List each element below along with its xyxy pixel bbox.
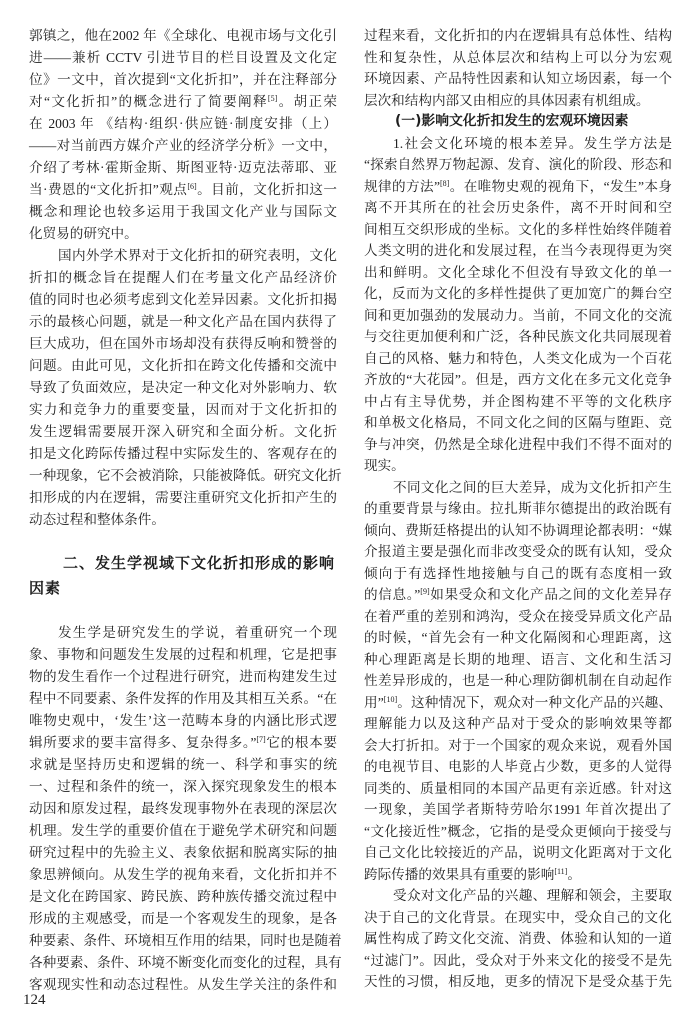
citation-marker: [10]	[383, 694, 398, 704]
text-line: 机理。发生学的重要价值在于避免学术研究和问题	[29, 823, 337, 838]
text-line: 过程来看，文化折扣的内在逻辑具有总体性、结构	[364, 28, 672, 43]
text-line: 象思辨倾向。从发生学的视角来看，文化折扣并不	[29, 867, 337, 882]
citation-marker: [6]	[187, 182, 197, 191]
text-line: 值的同时也必须考虑到文化差异因素。文化折扣揭	[29, 292, 337, 307]
text-line: 争与冲突，仍然是全球化进程中我们不得不面对的	[364, 436, 672, 452]
paragraph	[29, 622, 342, 996]
section-heading	[29, 551, 337, 601]
text-line: 用”[10]。这种情况下，观众对一种文化产品的兴趣、	[364, 694, 672, 710]
text-line: 对“文化折扣”的概念进行了简要阐释[5]。胡正荣	[29, 94, 338, 109]
text-line: 示的最核心问题，就是一种文化产品在国内获得了	[29, 314, 337, 329]
text-line: 概念和理论也较多运用于我国文化产业与国际文	[29, 204, 337, 219]
text-line: 种要素、条件、环境相互作用的结果，同时也是随着	[29, 933, 342, 948]
text-line: 的重要背景与缘由。拉扎斯菲尔德提出的政治既有	[364, 501, 672, 516]
text-line: 化贸易的研究中。	[29, 226, 138, 241]
text-line: 国内外学术界对于文化折扣的研究表明，文化	[58, 248, 337, 263]
text-line: 与交往更加便利和广泛，各种民族文化共同展现着	[364, 329, 672, 344]
text-line: 当·费恩的“文化折扣”观点[6]。目前，文化折扣这一	[29, 182, 338, 197]
text-line: 受众对文化产品的兴趣、理解和领会，主要取	[393, 888, 672, 903]
text-line: 中占有主导优势，并企图构建不平等的文化秩序	[364, 393, 672, 409]
text-line: 象、事物和问题发生发展的过程和机理，它是把事	[29, 647, 337, 662]
text-line: 现实。	[364, 458, 405, 473]
citation-marker: [7]	[256, 735, 266, 744]
text-line: 扣是文化跨际传播过程中实际发生的、客观存在的	[29, 446, 337, 461]
text-line: 自己的风格、魅力和特色，人类文化成为一个百花	[364, 350, 672, 366]
text-line: 层次和结构内部又由相应的具体因素有机组成。	[364, 92, 650, 108]
text-line: 形成的主观感受，而是一个客观发生的现象，是各	[29, 911, 337, 926]
text-line: 决于自己的文化背景。在现实中，受众自己的文化	[364, 909, 672, 925]
text-line: 会大打折扣。对于一个国家的观众来说，观看外国	[364, 737, 672, 753]
text-line: 介报道主要是强化而非改变受众的既有认知，受众	[364, 544, 672, 559]
text-line: 实力和竞争力的重要变量，因而对于文化折扣的	[29, 402, 337, 417]
text-line: 巨大成功，但在国外市场却没有获得反响和赞誉的	[29, 336, 337, 351]
text-line: 属性构成了跨文化交流、消费、体验和认知的一道	[364, 931, 672, 946]
text-line: 离不开其所在的社会历史条件，离不开时间和空	[364, 200, 672, 215]
text-line: 出和鲜明。文化全球化不但没有导致文化的单一	[364, 264, 672, 280]
text-line: 间和更加强劲的发展动力。当前，不同文化的交流	[364, 307, 672, 323]
text-line: 间相互交织形成的坐标。文化的多样性始终伴随着	[364, 221, 672, 237]
text-line: 跨际传播的效果具有重要的影响[11]。	[364, 866, 581, 882]
text-line: 问题。由此可见，文化折扣在跨文化传播和交流中	[29, 358, 337, 373]
text-line: 的信息。”[9]如果受众和文化产品之间的文化差异存	[364, 587, 673, 602]
text-line: 倾向、费斯廷格提出的认知不协调理论都表明：“媒	[364, 522, 672, 538]
subsection-heading	[364, 111, 672, 133]
text-line: 在 2003 年 《结构·组织·供应链·制度安排（上）	[29, 116, 337, 131]
text-line: 种心理距离是长期的地理、语言、文化和生活习	[364, 651, 672, 667]
text-line: 发生学是研究发生的学说，着重研究一个现	[58, 625, 337, 640]
text-line: 一、过程和条件的统一，深入探究现象发生的根本	[29, 779, 337, 794]
text-line: 动因和原发过程，最终发现事物外在表现的深层次	[29, 801, 337, 816]
text-line: 和单极文化格局，不同文化之间的区隔与堕距、竞	[364, 415, 672, 430]
text-line: 发生逻辑需要展开深入研究和全面分析。文化折	[29, 424, 337, 439]
text-line: 一种现象，它不会被消除，只能被降低。研究文化折	[29, 468, 342, 483]
text-line: 导致了负面效应，是决定一种文化对外影响力、软	[29, 380, 337, 395]
text-line: 化，反而为文化的多样性提供了更加宽广的舞台空	[364, 286, 672, 301]
text-line: 齐放的“大花园”。但是，西方文化在多元文化竞争	[364, 372, 672, 387]
paragraph	[364, 477, 672, 886]
text-line: 唯物史观中，‘发生’这一范畴本身的内涵比形式逻	[29, 713, 337, 728]
text-line: 自己文化比较接近的产品，说明文化距离对于文化	[364, 845, 672, 860]
text-line: 性差异形成的，也是一种心理防御机制在自动起作	[364, 673, 672, 688]
text-line: 动态过程和整体条件。	[29, 512, 165, 527]
text-line: 性和复杂性，从总体层次和结构上可以分为宏观	[364, 49, 672, 65]
paragraph	[29, 25, 337, 245]
text-line: 倾向于有选择性地接触与自己的既有态度相一致	[364, 565, 672, 581]
text-line: 的时候，“首先会有一种文化隔阂和心理距离，这	[364, 630, 672, 645]
text-line: 不同文化之间的巨大差异，成为文化折扣产生	[393, 479, 672, 495]
text-line: 二、发生学视域下文化折扣形成的影响	[63, 553, 336, 572]
text-line: “探索自然界万物起源、发育、演化的阶段、形态和	[364, 157, 672, 172]
text-line: 位》一文中，首次提到“文化折扣”，并在注释部分	[29, 72, 337, 87]
text-line: 规律的方法”[8]。在唯物史观的视角下，“发生”本身	[364, 178, 672, 194]
text-line: 各种要素、条件、环境不断变化而变化的过程，具有	[29, 955, 342, 970]
text-line: 在着严重的差别和鸿沟，受众在接受异质文化产品	[364, 608, 672, 624]
text-line: 一现象，美国学者斯特劳哈尔1991 年首次提出了	[364, 802, 672, 817]
page-number: 124	[23, 992, 46, 1008]
text-line: “过滤门”。因此，受众对于外来文化的接受不是先	[364, 952, 672, 968]
text-line: 客观现实性和动态过程性。从发生学关注的条件和	[29, 977, 337, 992]
text-line: 折扣的概念旨在提醒人们在考量文化产品经济价	[29, 270, 337, 285]
paragraph	[29, 245, 342, 531]
text-line: 环境因素、产品特性因素和认知立场因素，每一个	[364, 71, 672, 86]
citation-marker: [9]	[420, 587, 430, 596]
right-text-column	[364, 25, 672, 993]
text-line: 因素	[29, 578, 62, 597]
citation-marker: [5]	[267, 94, 278, 103]
text-line: 郭镇之，他在2002 年《全球化、电视市场与文化引	[29, 28, 337, 43]
text-line: 人类文明的进化和发展过程，在当今表现得更为突	[364, 243, 672, 258]
text-line: 1.社会文化环境的根本差异。发生学方法是	[393, 135, 672, 151]
text-line: 求就是坚持历史和逻辑的统一、科学和事实的统	[29, 757, 337, 772]
text-line: 的电视节目、电影的人毕竟占少数，更多的人觉得	[364, 759, 672, 774]
text-line: (一)影响文化折扣发生的宏观环境因素	[395, 113, 629, 129]
citation-marker: [11]	[554, 866, 568, 876]
text-line: 是文化在跨国家、跨民族、跨种族传播交流过程中	[29, 889, 337, 904]
text-line: 扣形成的内在逻辑，需要注重研究文化折扣产生的	[29, 490, 337, 505]
text-line: 进——兼析 CCTV 引进节目的栏目设置及文化定	[29, 50, 337, 65]
left-text-column	[29, 25, 342, 996]
text-line: 物的发生看作一个过程进行研究，进而构建发生过	[29, 669, 337, 684]
text-line: 天性的习惯，相反地，更多的情况下是受众基于先	[364, 974, 672, 989]
text-line: 研究过程中的先验主义、表象依据和脱离实际的抽	[29, 845, 337, 860]
text-line: 理解能力以及这种产品对于受众的影响效果等都	[364, 716, 672, 731]
text-line: 介绍了考林·霍斯金斯、斯图亚特·迈克法蒂耶、亚	[29, 160, 337, 175]
text-line: “文化接近性”概念，它指的是受众更倾向于接受与	[364, 823, 672, 839]
text-line: 同类的、质量相同的本国产品更有亲近感。针对这	[364, 780, 672, 796]
text-line: 程中不同要素、条件发挥的作用及其相互关系。“在	[29, 691, 337, 706]
paragraph	[364, 133, 672, 477]
text-line: ——对当前西方媒介产业的经济学分析》一文中，	[29, 138, 337, 153]
paragraph	[364, 885, 672, 993]
citation-marker: [8]	[439, 178, 450, 188]
text-line: 辑所要求的要丰富得多、复杂得多。”[7]它的根本要	[29, 735, 338, 750]
paragraph	[364, 25, 672, 111]
